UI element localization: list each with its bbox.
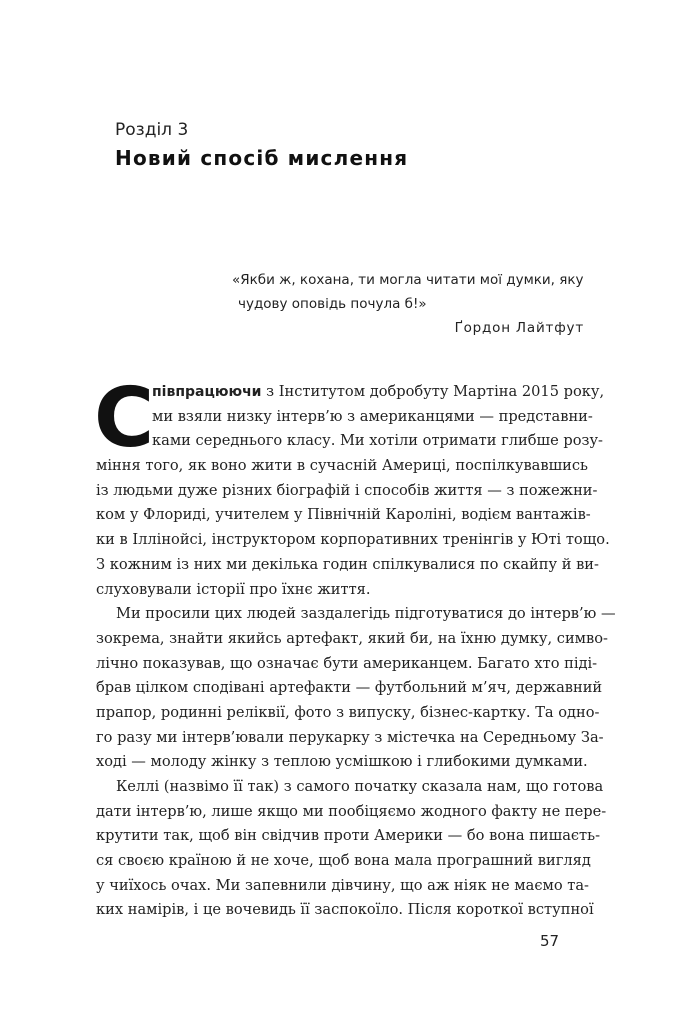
text-line bbox=[96, 676, 603, 701]
drop-cap: С bbox=[94, 371, 155, 466]
text-line bbox=[96, 652, 598, 677]
line-text: ких намірів, і це вочевидь її заспокоїло. Після короткої вступної bbox=[96, 901, 594, 919]
line-text: Келлі (назвімо її так) з самого початку сказала нам, що готова bbox=[116, 778, 604, 795]
line-text: міння того, як воно жити в сучасній Америці, поспілкувавшись bbox=[96, 457, 588, 475]
line-text: у чиїхось очах. Ми запевнили дівчину, що аж ніяк не маємо та- bbox=[96, 876, 589, 894]
text-line bbox=[96, 454, 588, 479]
line-text: ком у Флориді, учителем у Північній Кароліні, водієм вантажів- bbox=[96, 506, 591, 524]
line-text: ки в Іллінойсі, інструктором корпоративних тренінгів у Юті тощо. bbox=[96, 531, 610, 549]
text-line bbox=[96, 800, 607, 825]
line-text: го разу ми інтерв’ювали перукарку з містечка на Середньому За- bbox=[96, 728, 604, 746]
text-line bbox=[96, 578, 588, 603]
text-line bbox=[96, 750, 588, 775]
text-line bbox=[96, 503, 591, 528]
line-text: із людьми дуже різних біографій і способів життя — з пожежни- bbox=[96, 481, 598, 499]
text-line bbox=[96, 824, 601, 849]
line-text: крутити так, щоб він свідчив проти Америки — бо вона пишаєть- bbox=[96, 827, 601, 845]
line-text: ками середнього класу. Ми хотіли отримати глибше розу- bbox=[152, 432, 603, 450]
line-text: прапор, родинні реліквії, фото з випуску, бізнес-картку. Та одно- bbox=[96, 703, 600, 721]
chapter-title: Новий спосіб мислення bbox=[115, 146, 409, 170]
chapter-label: Розділ 3 bbox=[115, 120, 189, 140]
text-line bbox=[96, 479, 598, 504]
epigraph bbox=[232, 268, 584, 340]
epigraph-line: «Якби ж, кохана, ти могла читати мої думки, яку bbox=[232, 272, 584, 288]
text-line bbox=[96, 553, 599, 578]
text-line bbox=[96, 775, 604, 800]
line-text: слуховували історії про їхнє життя. bbox=[96, 580, 371, 598]
text-line bbox=[96, 726, 604, 751]
line-text: зокрема, знайти якийсь артефакт, який би, на їхню думку, симво- bbox=[96, 629, 608, 647]
text-line bbox=[96, 701, 600, 726]
line-text: з Інститутом добробуту Мартіна 2015 року, bbox=[261, 383, 605, 400]
line-text: ході — молоду жінку з теплою усмішкою і глибокими думками. bbox=[96, 753, 588, 771]
line-text: Ми просили цих людей заздалегідь підготуватися до інтерв’ю — bbox=[116, 605, 616, 623]
line-text: ся своєю країною й не хоче, щоб вона мала програшний вигляд bbox=[96, 852, 591, 870]
epigraph-author: Ґордон Лайтфут bbox=[454, 320, 584, 336]
line-text: лічно показував, що означає бути американцем. Багато хто піді- bbox=[96, 654, 598, 672]
body-text bbox=[94, 371, 616, 923]
text-line bbox=[96, 849, 591, 874]
text-line bbox=[96, 898, 594, 923]
line-text: З кожним із них ми декілька годин спілкувалися по скайпу й ви- bbox=[96, 555, 599, 573]
text-line bbox=[96, 874, 588, 899]
line-text: брав цілком сподівані артефакти — футбольний м’яч, державний bbox=[96, 679, 603, 697]
text-line bbox=[96, 602, 616, 627]
text-line bbox=[96, 429, 603, 454]
lead-word: півпрацюючи bbox=[152, 384, 262, 400]
text-line bbox=[96, 528, 610, 553]
page-number: 57 bbox=[540, 932, 560, 950]
text-line bbox=[96, 405, 593, 430]
line-text: ми взяли низку інтерв’ю з американцями — представни- bbox=[152, 407, 593, 425]
text-line bbox=[96, 380, 605, 405]
epigraph-line: чудову оповідь почула б!» bbox=[238, 296, 427, 312]
text-line bbox=[96, 627, 608, 652]
line-text: дати інтерв’ю, лише якщо ми пообіцяємо жодного факту не пере- bbox=[96, 802, 607, 820]
